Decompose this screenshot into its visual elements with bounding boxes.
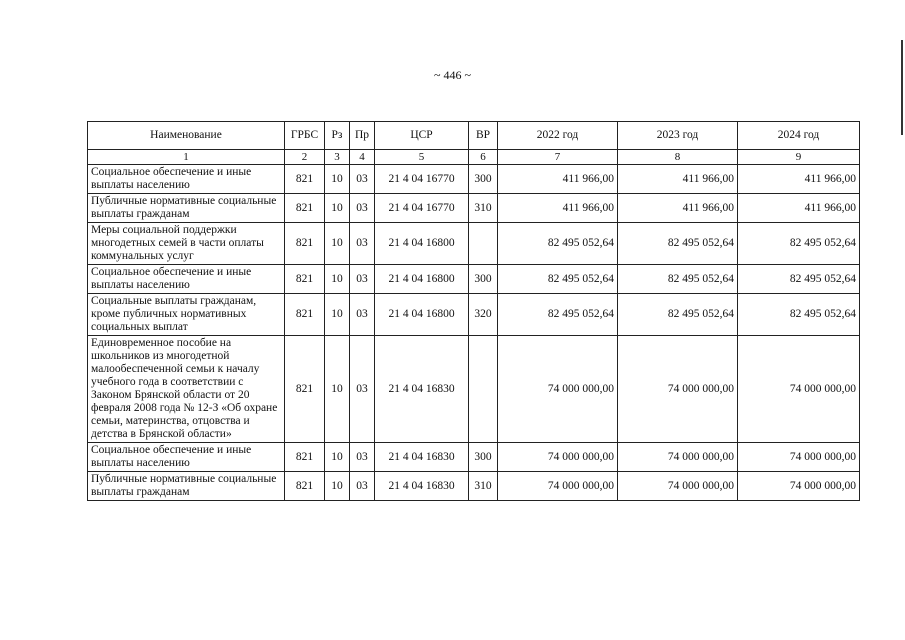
- table-row: [88, 443, 860, 472]
- column-number: 8: [618, 150, 738, 165]
- column-number: 5: [375, 150, 469, 165]
- column-number: 3: [325, 150, 350, 165]
- row-csr: 21 4 04 16800: [375, 223, 469, 265]
- header-2024: 2024 год: [738, 122, 860, 150]
- row-2023: 74 000 000,00: [618, 472, 738, 501]
- budget-table: [87, 121, 860, 501]
- table-row: [88, 472, 860, 501]
- row-2022: 74 000 000,00: [498, 443, 618, 472]
- row-rz: 10: [325, 265, 350, 294]
- row-grbs: 821: [285, 294, 325, 336]
- row-rz: 10: [325, 194, 350, 223]
- row-vr: 300: [469, 265, 498, 294]
- row-vr: 310: [469, 472, 498, 501]
- row-name: Единовременное пособие на школьников из многодетной малообеспеченной семьи к началу учебного года в соответствии с Законом Брянской области от 20 февраля 2008 года № 12-З «Об охране семьи, материнства, отцовства и детства в Брянской области»: [88, 336, 285, 443]
- row-2022: 411 966,00: [498, 194, 618, 223]
- row-name: Меры социальной поддержки многодетных семей в части оплаты коммунальных услуг: [88, 223, 285, 265]
- column-number: 9: [738, 150, 860, 165]
- row-csr: 21 4 04 16770: [375, 194, 469, 223]
- row-name: Социальное обеспечение и иные выплаты населению: [88, 165, 285, 194]
- row-2023: 82 495 052,64: [618, 294, 738, 336]
- row-grbs: 821: [285, 472, 325, 501]
- row-vr: 320: [469, 294, 498, 336]
- row-grbs: 821: [285, 336, 325, 443]
- row-2024: 74 000 000,00: [738, 336, 860, 443]
- row-csr: 21 4 04 16830: [375, 443, 469, 472]
- table-row: [88, 194, 860, 223]
- row-2023: 411 966,00: [618, 194, 738, 223]
- row-2022: 82 495 052,64: [498, 294, 618, 336]
- row-vr: 300: [469, 443, 498, 472]
- header-name: Наименование: [88, 122, 285, 150]
- row-2024: 411 966,00: [738, 194, 860, 223]
- row-2024: 74 000 000,00: [738, 472, 860, 501]
- row-2024: 82 495 052,64: [738, 294, 860, 336]
- row-grbs: 821: [285, 165, 325, 194]
- row-pr: 03: [350, 194, 375, 223]
- row-pr: 03: [350, 294, 375, 336]
- table-row: [88, 294, 860, 336]
- header-2022: 2022 год: [498, 122, 618, 150]
- row-vr: [469, 223, 498, 265]
- table-row: [88, 336, 860, 443]
- page-number: ~ 446 ~: [434, 68, 471, 82]
- column-number: 7: [498, 150, 618, 165]
- row-pr: 03: [350, 443, 375, 472]
- row-2022: 82 495 052,64: [498, 265, 618, 294]
- header-vr: ВР: [469, 122, 498, 150]
- table-row: [88, 265, 860, 294]
- row-grbs: 821: [285, 223, 325, 265]
- row-csr: 21 4 04 16770: [375, 165, 469, 194]
- column-number: 4: [350, 150, 375, 165]
- row-rz: 10: [325, 165, 350, 194]
- row-2022: 82 495 052,64: [498, 223, 618, 265]
- row-2024: 411 966,00: [738, 165, 860, 194]
- row-rz: 10: [325, 294, 350, 336]
- table-row: [88, 165, 860, 194]
- row-pr: 03: [350, 336, 375, 443]
- row-rz: 10: [325, 336, 350, 443]
- row-2023: 74 000 000,00: [618, 443, 738, 472]
- row-pr: 03: [350, 265, 375, 294]
- scan-edge-line: [901, 40, 903, 135]
- row-2022: 411 966,00: [498, 165, 618, 194]
- row-pr: 03: [350, 165, 375, 194]
- row-grbs: 821: [285, 443, 325, 472]
- column-number: 2: [285, 150, 325, 165]
- row-csr: 21 4 04 16830: [375, 472, 469, 501]
- row-2024: 82 495 052,64: [738, 265, 860, 294]
- column-number-row: [88, 150, 860, 165]
- column-number: 6: [469, 150, 498, 165]
- row-name: Социальные выплаты гражданам, кроме публичных нормативных социальных выплат: [88, 294, 285, 336]
- row-2022: 74 000 000,00: [498, 336, 618, 443]
- header-csr: ЦСР: [375, 122, 469, 150]
- row-2023: 82 495 052,64: [618, 223, 738, 265]
- row-name: Социальное обеспечение и иные выплаты населению: [88, 443, 285, 472]
- row-vr: 310: [469, 194, 498, 223]
- row-rz: 10: [325, 223, 350, 265]
- row-grbs: 821: [285, 194, 325, 223]
- row-pr: 03: [350, 472, 375, 501]
- header-rz: Рз: [325, 122, 350, 150]
- row-csr: 21 4 04 16830: [375, 336, 469, 443]
- row-name: Публичные нормативные социальные выплаты гражданам: [88, 472, 285, 501]
- row-rz: 10: [325, 443, 350, 472]
- header-row: [88, 122, 860, 150]
- header-pr: Пр: [350, 122, 375, 150]
- row-name: Социальное обеспечение и иные выплаты населению: [88, 265, 285, 294]
- row-grbs: 821: [285, 265, 325, 294]
- table-row: [88, 223, 860, 265]
- row-csr: 21 4 04 16800: [375, 294, 469, 336]
- header-grbs: ГРБС: [285, 122, 325, 150]
- row-2023: 74 000 000,00: [618, 336, 738, 443]
- row-vr: [469, 336, 498, 443]
- column-number: 1: [88, 150, 285, 165]
- row-pr: 03: [350, 223, 375, 265]
- row-vr: 300: [469, 165, 498, 194]
- row-2023: 82 495 052,64: [618, 265, 738, 294]
- row-2024: 82 495 052,64: [738, 223, 860, 265]
- row-name: Публичные нормативные социальные выплаты гражданам: [88, 194, 285, 223]
- row-2024: 74 000 000,00: [738, 443, 860, 472]
- row-csr: 21 4 04 16800: [375, 265, 469, 294]
- header-2023: 2023 год: [618, 122, 738, 150]
- row-rz: 10: [325, 472, 350, 501]
- row-2023: 411 966,00: [618, 165, 738, 194]
- row-2022: 74 000 000,00: [498, 472, 618, 501]
